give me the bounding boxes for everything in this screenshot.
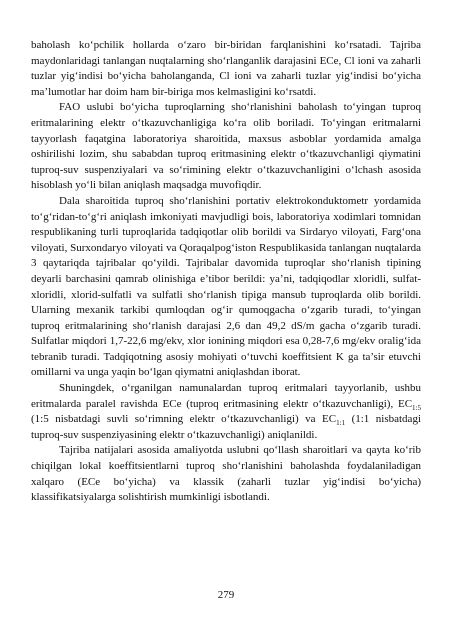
- paragraph-4: [31, 381, 421, 443]
- paragraph-5: Tajriba natijalari asosida amaliyotda uslubni qo‘llash sharoitlari va qayta ko‘rib chiqilgan lokal koeffitsientlarni tuproq sho‘rlanishini baholashda foydalaniladigan xalqaro (ECe bo‘yicha) va klassik (zaharli tuzlar yig‘indisi bo‘yicha) klassifikatsiyalarga solishtirish mumkinligi isbotlandi.: [31, 444, 421, 504]
- subscript-1-5: 1:5: [412, 403, 421, 412]
- body-text: [31, 38, 421, 506]
- paragraph-3: Dala sharoitida tuproq sho‘rlanishini portativ elektrokonduktometr yordamida to‘g‘ridan-to‘g‘ri aniqlash imkoniyati mavjudligi bois, laboratoriya xodimlari tomnidan respublikaning turli tuproqlarida tadqiqotlar olib borildi va Sirdaryo viloyati, Farg‘ona viloyati, Surxondaryo viloyati va Qoraqalpog‘iston Respublikasida tanlangan nuqtalarda 3 qaytariqda tajribalar qo‘yildi. Tajribalar davomida tuproqlar sho‘rlanish tipining deyarli barchasini qamrab olinishiga e’tibor berildi: ya’ni, tadqiqodlar xloridli, sulfat-xloridli, xlorid-sulfatli va sulfatli sho‘rlanish tipiga mansub tuproqlarda olib borildi. Ularning mexanik tarkibi qumloqdan og‘ir qumoqgacha o‘zgarib turadi, to‘yingan tuproq eritmalarining sho‘rlanish darajasi 2,6 dan 49,2 dS/m gacha o‘zgarib turadi. Sulfatlar miqdori 1,7-22,6 mg/ekv, xlor ionining miqdori esa 0,28-7,6 mg/ekv oralig‘ida tebranib turadi. Tadqiqotning asosiy mohiyati o‘tuvchi koeffitsient K ga ta’sir etuvchi omillarni va unga yaqin bo‘lgan qiymatni aniqlashdan iborat.: [31, 194, 421, 379]
- paragraph-1: baholash ko‘pchilik hollarda o‘zaro bir-biridan farqlanishini ko‘rsatadi. Tajriba maydonlaridagi tanlangan nuqtalarning sho‘rlanganlik darajasini ECe, Cl ioni va zaharli tuzlar yig‘indisi bo‘yicha baholanganda, Cl ioni va zaharli tuzlar yig‘indisi bo‘yicha ma’lumotlar har doim ham bir-biriga mos kelmasligini ko‘rsatdi.: [31, 39, 421, 98]
- paragraph-4-part-c: (1:1 nisbatdagi tuproq-suv suspenziyasining elektr o‘tkazuvchanligi) aniqlanildi.: [31, 413, 421, 441]
- paragraph-4-part-a: Shuningdek, o‘rganilgan namunalardan tuproq eritmalari tayyorlanib, ushbu eritmalarda paralel ravishda ECe (tuproq eritmasining elektr o‘tkazuvchanligi), EC: [31, 382, 421, 410]
- paragraph-2: FAO uslubi bo‘yicha tuproqlarning sho‘rlanishini baholash to‘yingan tuproq eritmalarining elektr o‘tkazuvchanligiga ko‘ra olib boriladi. To‘yingan eritmalarni tayyorlash faqatgina laboratoriya sharoitida, maxsus asboblar yordamida amalga oshirilishi lozim, shu sababdan tuproq eritmasining elektr o‘tkazuvchanligi qiymatini tuproq-suv suspenziyalari va so‘rimining elektr o‘tkazuvchanligini o‘lchash asosida hisoblash yo‘li bilan aniqlash maqsadga muvofiqdir.: [31, 101, 421, 192]
- page-number: 279: [217, 589, 235, 601]
- paragraph-4-part-b: (1:5 nisbatdagi suvli so‘rimning elektr o‘tkazuvchanligi) va EC: [31, 413, 337, 426]
- subscript-1-1: 1:1: [336, 419, 346, 428]
